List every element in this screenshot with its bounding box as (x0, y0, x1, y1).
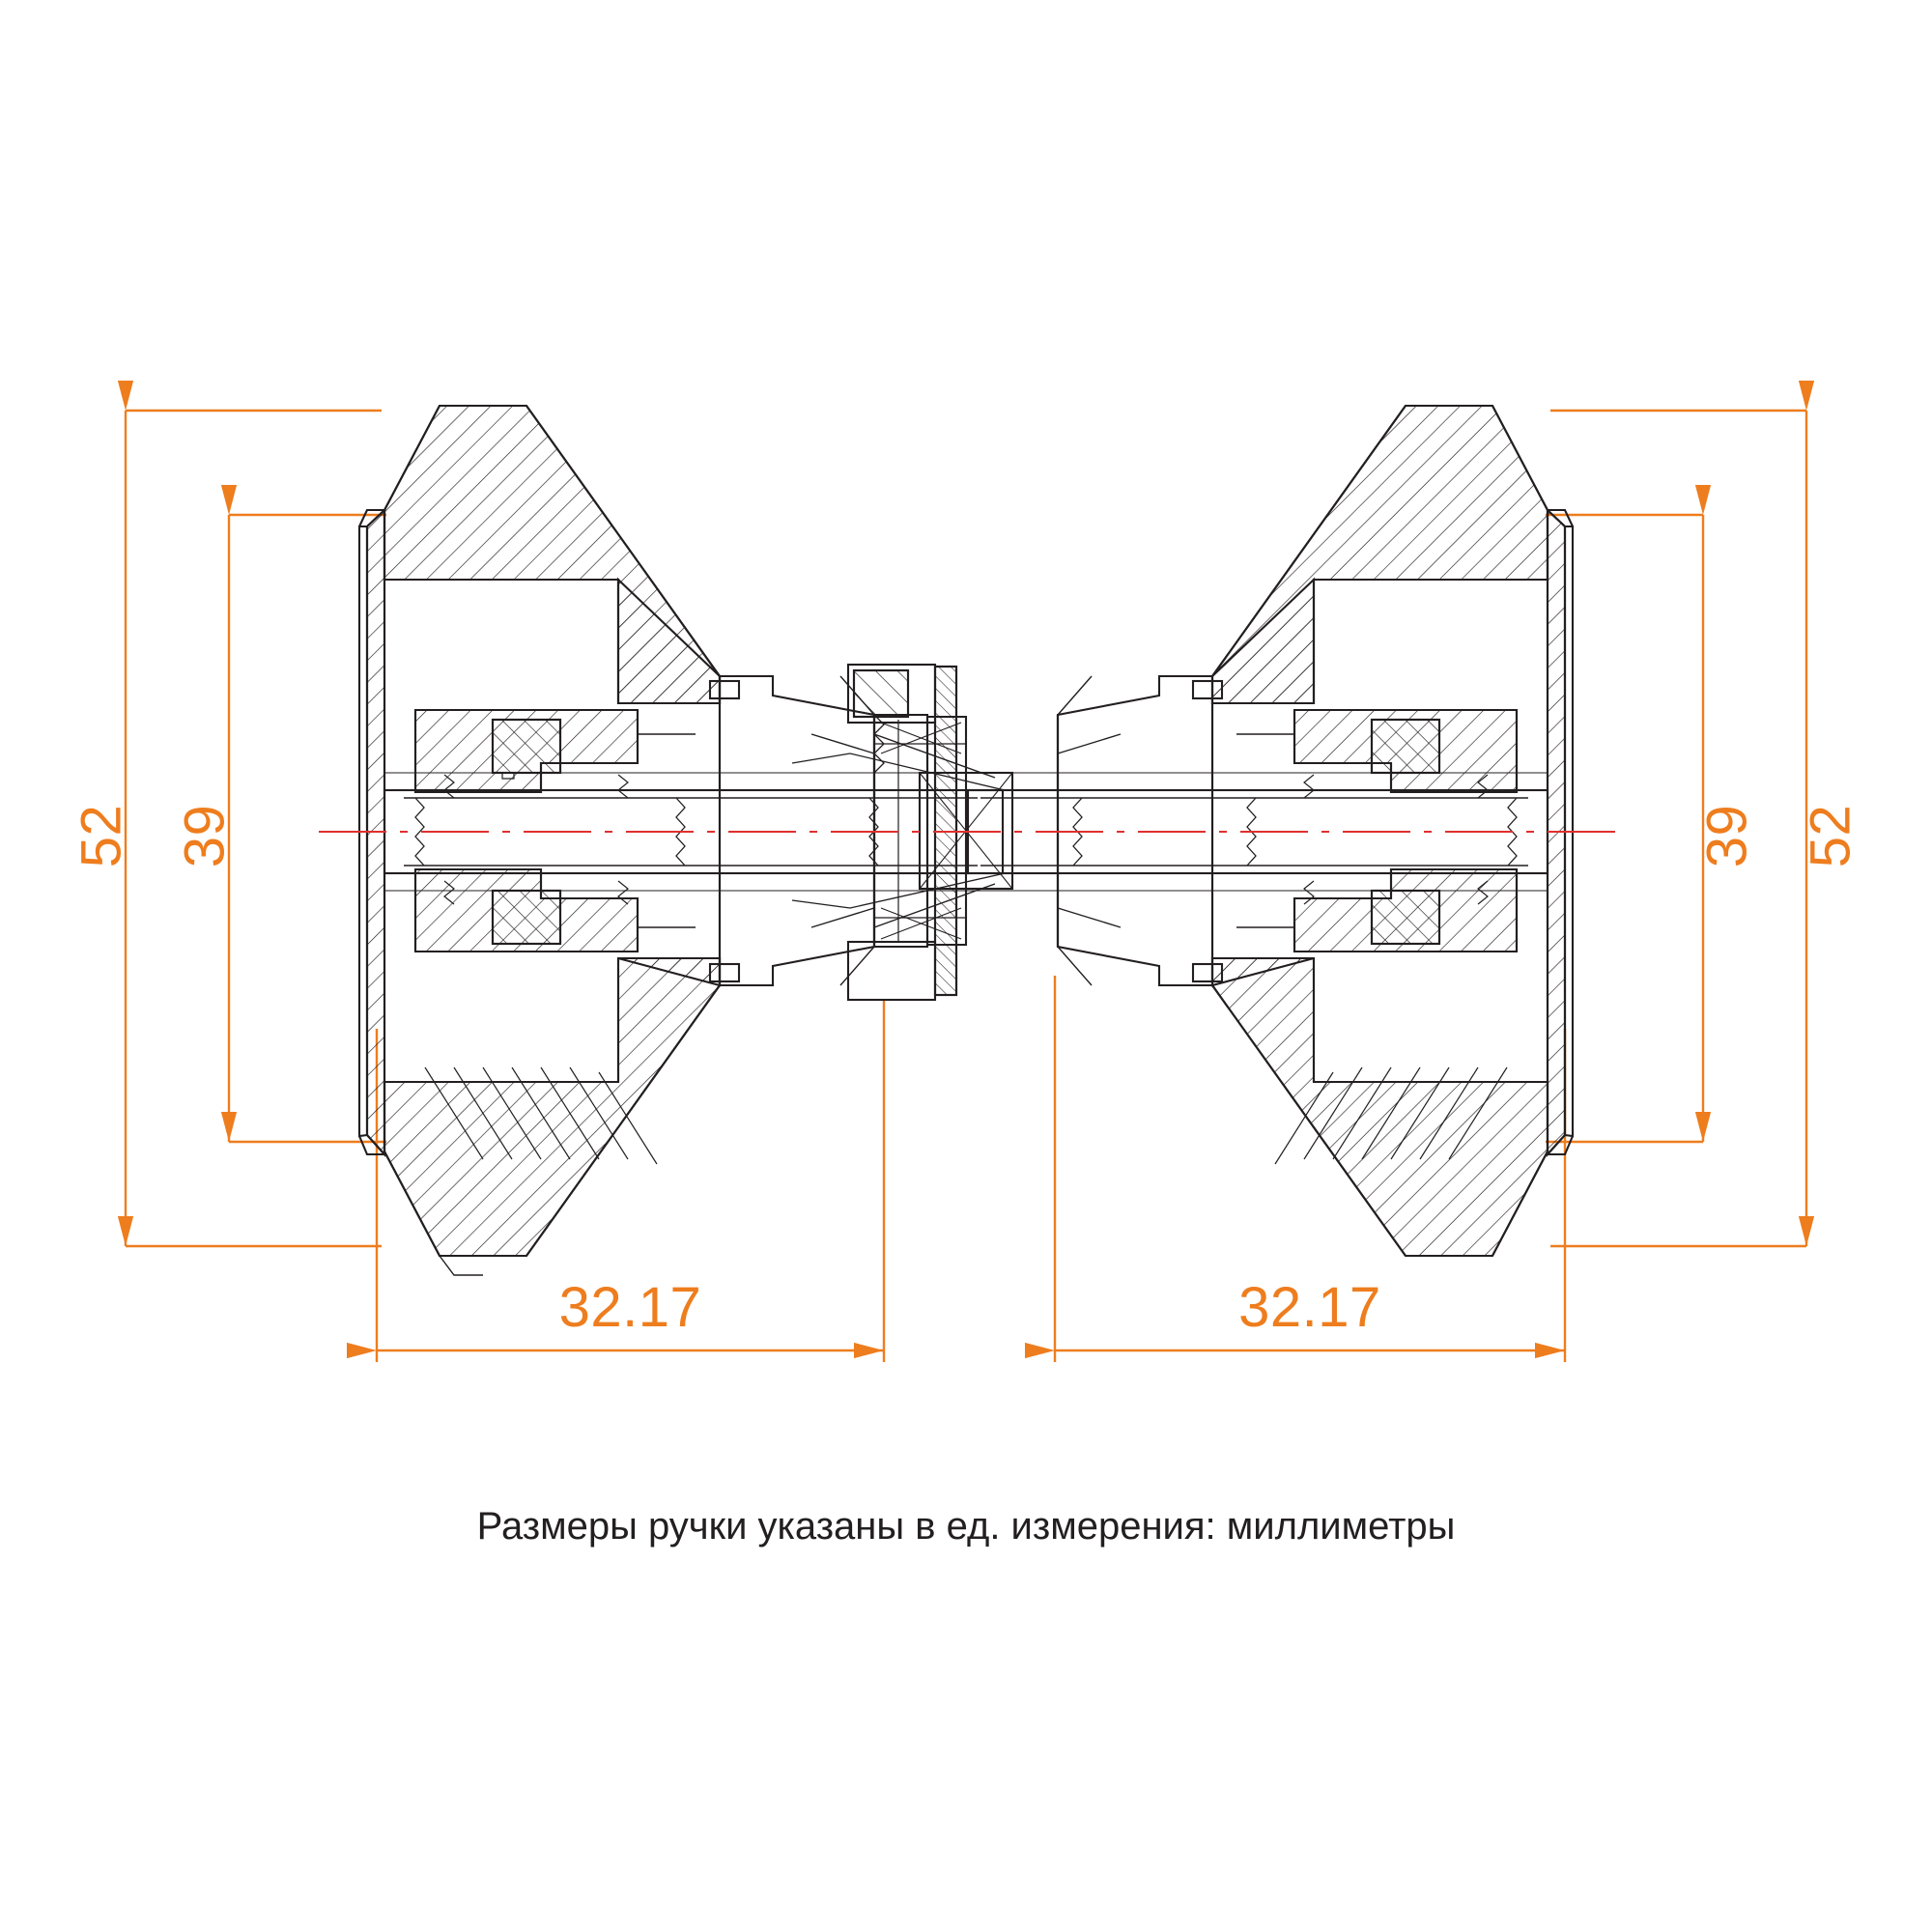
dim-left-inner-height: 39 (173, 804, 237, 868)
dim-left-projection: 32.17 (558, 1276, 702, 1339)
dim-right-outer-height: 52 (1799, 804, 1862, 868)
units-caption: Размеры ручки указаны в ед. измерения: миллиметры (476, 1505, 1456, 1548)
handle-section-geometry (359, 406, 1573, 1275)
dim-right-inner-height: 39 (1695, 804, 1759, 868)
dim-left-outer-height: 52 (70, 804, 133, 868)
left-knob-assembly (359, 406, 1005, 1275)
dim-right-projection: 32.17 (1238, 1276, 1381, 1339)
